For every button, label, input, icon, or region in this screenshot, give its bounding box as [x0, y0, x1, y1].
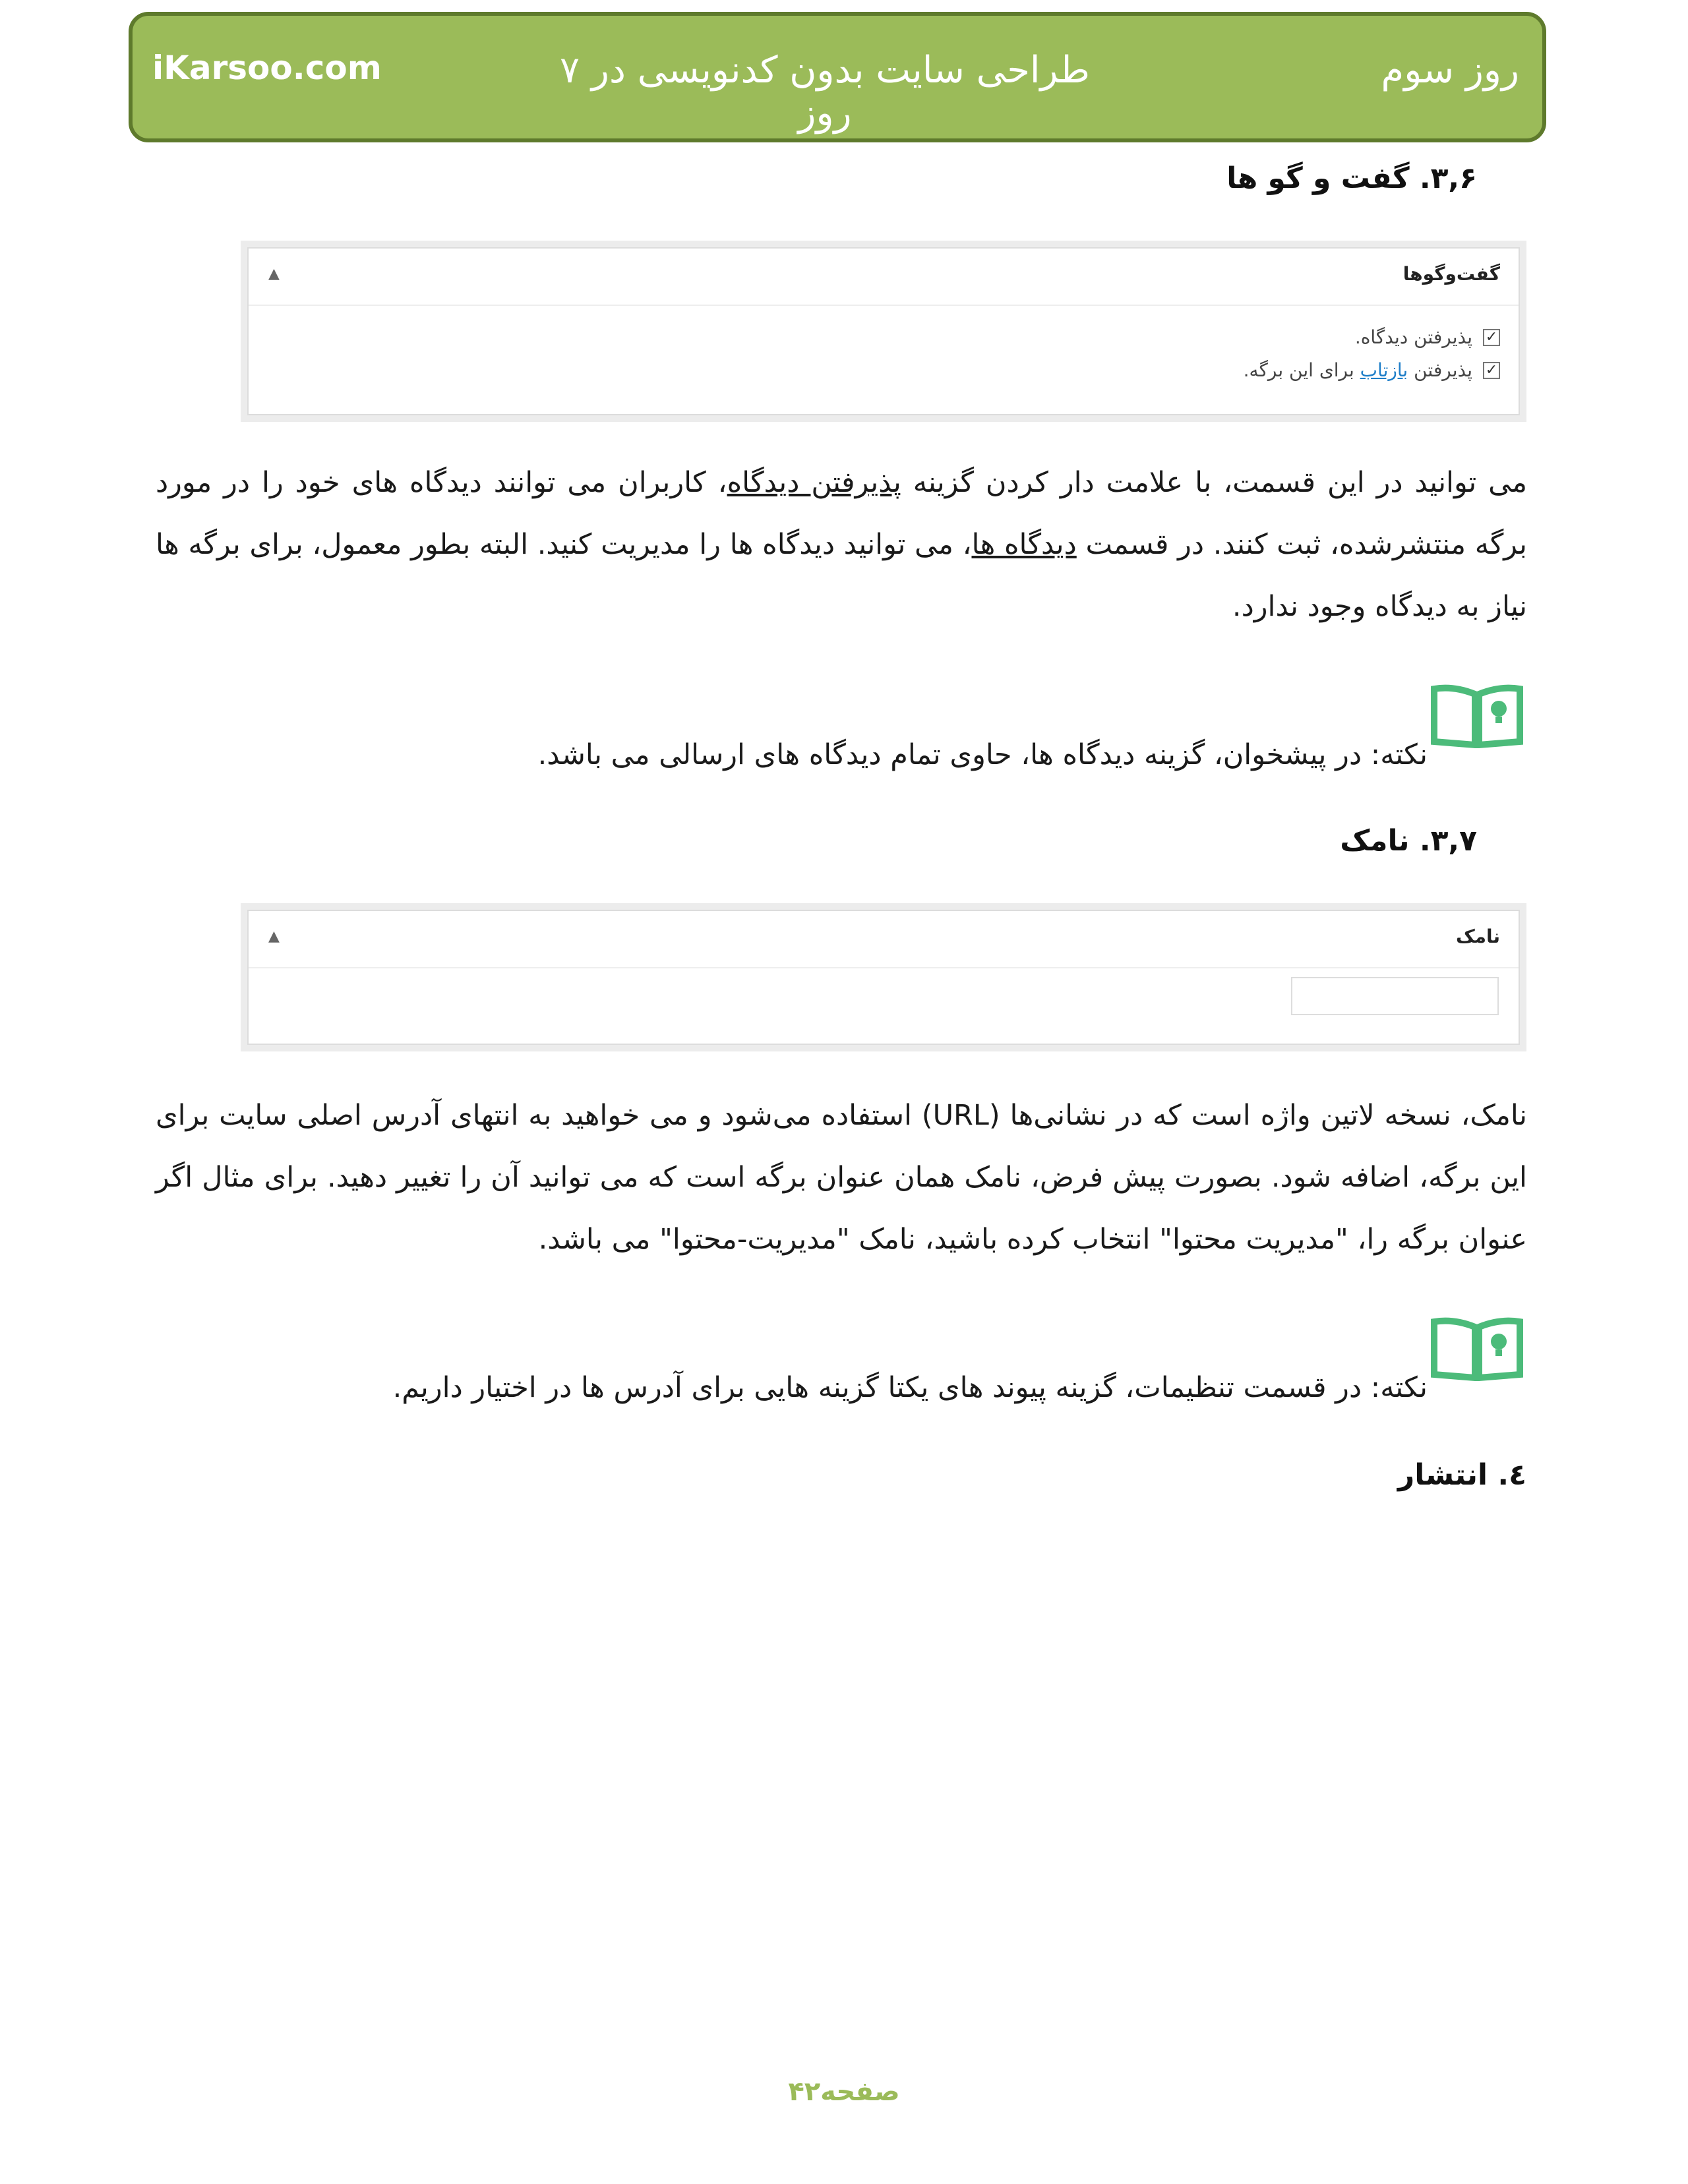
trackbacks-link[interactable]: بازتاب — [1360, 359, 1408, 381]
allow-trackbacks-label-pre: پذیرفتن — [1414, 359, 1472, 381]
slug-panel — [241, 903, 1526, 1051]
panel-title: نامک — [1455, 926, 1500, 947]
section-heading-discussion: ۳,۶. گفت و گو ها — [1226, 162, 1477, 195]
site-name: iKarsoo.com — [152, 49, 382, 87]
page-number: صفحه۴۲ — [788, 2077, 900, 2107]
day-label: روز سوم — [1381, 49, 1519, 92]
section-heading-slug: ۳,۷. نامک — [1340, 824, 1477, 858]
panel-header[interactable] — [249, 911, 1519, 968]
open-book-lightbulb-icon — [1428, 1315, 1526, 1381]
note-comments: نکته: در پیشخوان، گزینه دیدگاه ها، حاوی تمام دیدگاه های ارسالی می باشد. — [537, 738, 1428, 771]
checkbox-checked-icon[interactable]: ✓ — [1483, 362, 1500, 379]
accept-comment-term: پذیرفتن دیدگاه — [727, 466, 901, 499]
book-title: طراحی سایت بدون کدنویسی در ۷ روز — [560, 49, 1090, 134]
panel-title: گفت‌وگوها — [1402, 263, 1500, 285]
page-header — [129, 12, 1546, 142]
allow-comments-label: پذیرفتن دیدگاه. — [1354, 326, 1472, 348]
slug-input[interactable] — [1291, 977, 1499, 1015]
discussion-panel — [241, 241, 1526, 422]
comments-term: دیدگاه ها — [971, 528, 1077, 561]
checkbox-checked-icon[interactable]: ✓ — [1483, 329, 1500, 346]
panel-header[interactable] — [249, 249, 1519, 306]
slug-paragraph: نامک، نسخه لاتین واژه است که در نشانی‌ها (URL) استفاده می‌شود و می خواهید به انتهای آدرس اصلی سایت برای این برگه، اضافه شود. بصورت پیش فرض، نامک همان عنوان برگه است که می توانید آن را تغییر دهید. برای مثال اگر عنوان برگه را، "مدیریت محتوا" انتخاب کرده باشید، نامک "مدیریت-محتوا" می باشد. — [156, 1099, 1527, 1256]
open-book-lightbulb-icon — [1428, 682, 1526, 748]
allow-trackbacks-option[interactable] — [1244, 359, 1500, 381]
triangle-up-icon[interactable]: ▲ — [268, 266, 280, 282]
discussion-paragraph: می توانید در این قسمت، با علامت دار کردن گزینه پذیرفتن دیدگاه، کاربران می توانند دیدگاه های خود را در مورد برگه منتشرشده، ثبت کنند. در قسمت دیدگاه ها، می توانید دیدگاه ها را مدیریت کنید. البته بطور معمول، برای برگه ها نیاز به دیدگاه وجود ندارد. — [156, 466, 1528, 623]
note-permalinks: نکته: در قسمت تنظیمات، گزینه پیوند های یکتا گزینه هایی برای آدرس ها در اختیار داریم. — [392, 1371, 1428, 1404]
triangle-up-icon[interactable]: ▲ — [268, 928, 280, 945]
allow-trackbacks-label-post: برای این برگه. — [1243, 359, 1354, 381]
section-heading-publish: ٤. انتشار — [1397, 1458, 1526, 1492]
allow-comments-option[interactable] — [1355, 326, 1500, 348]
